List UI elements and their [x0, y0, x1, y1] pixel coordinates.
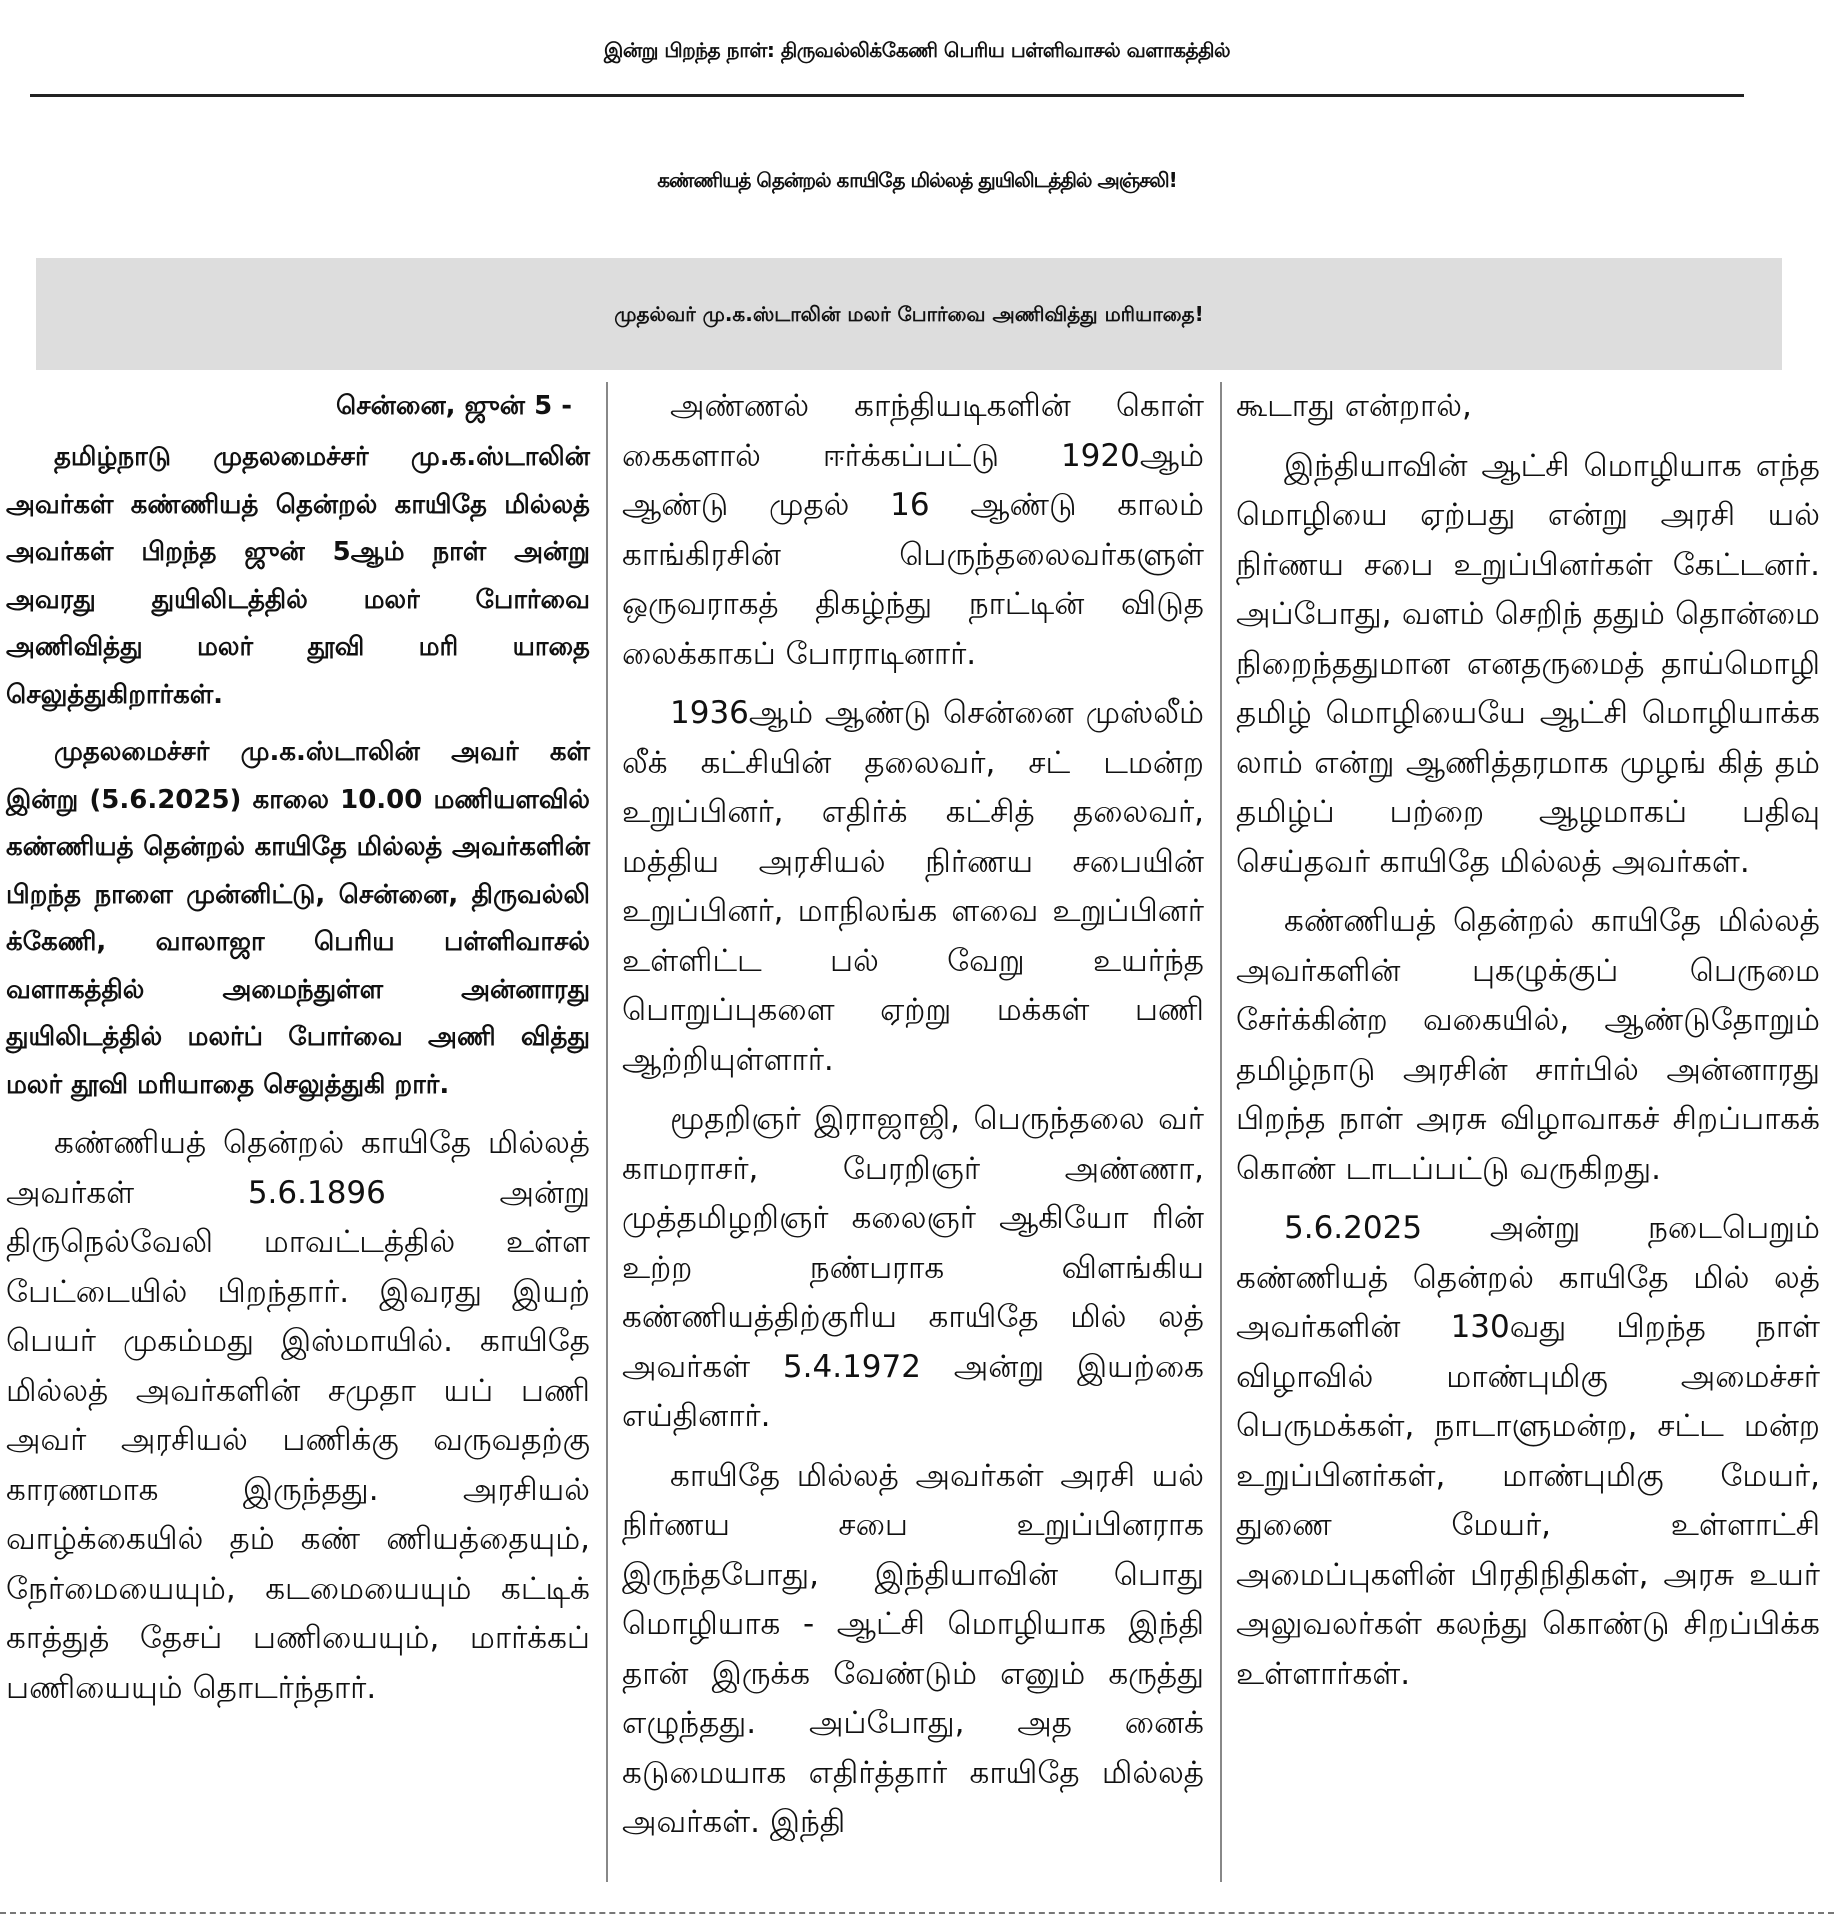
column-divider — [606, 382, 608, 1882]
body-paragraph: கண்ணியத் தென்றல் காயிதே மில்லத் அவர்கள் 5.6.1896 அன்று திருநெல்வேலி மாவட்டத்தில் உள்ள பேட்டையில் பிறந்தார். இவரது இயற் பெயர் முகம்மது இஸ்மாயில். காயிதே மில்லத் அவர்களின் சமுதா யப் பணி அவர் அரசியல் பணிக்கு வருவதற்கு காரணமாக இருந்தது. அரசியல் வாழ்க்கையில் தம் கண் ணியத்தையும், நேர்மையையும், கடமையையும் கட்டிக் காத்துத் தேசப் பணியையும், மார்க்கப் பணியையும் தொடர்ந்தார். — [6, 1125, 590, 1706]
bottom-cut-line — [0, 1912, 1834, 1914]
body-paragraph: இந்தியாவின் ஆட்சி மொழியாக எந்த மொழியை ஏற்பது என்று அரசி யல் நிர்ணய சபை உறுப்பினர்கள் கேட்டனர். அப்போது, வளம் செறிந் ததும் தொன்மை நிறைந்ததுமான எனதருமைத் தாய்மொழி தமிழ் மொழியையே ஆட்சி மொழியாக்க லாம் என்று ஆணித்தரமாக முழங் கித் தம் தமிழ்ப் பற்றை ஆழமாகப் பதிவு செய்தவர் காயிதே மில்லத் அவர்கள். — [1236, 447, 1820, 880]
dateline: சென்னை, ஜுன் 5 - — [336, 391, 572, 421]
body-paragraph: 1936ஆம் ஆண்டு சென்னை முஸ்லீம் லீக் கட்சியின் தலைவர், சட் டமன்ற உறுப்பினர், எதிர்க் கட்சித் தலைவர், மத்திய அரசியல் நிர்ணய சபையின் உறுப்பினர், மாநிலங்க ளவை உறுப்பினர் உள்ளிட்ட பல் வேறு உயர்ந்த பொறுப்புகளை ஏற்று மக்கள் பணி ஆற்றியுள்ளார். — [622, 695, 1204, 1078]
lead-paragraph-1: தமிழ்நாடு முதலமைச்சர் மு.க.ஸ்டாலின் அவர்கள் கண்ணியத் தென்றல் காயிதே மில்லத் அவர்கள் பிறந்த ஜுன் 5ஆம் நாள் அன்று அவரது துயிலிடத்தில் மலர் போர்வை அணிவித்து மலர் தூவி மரி யாதை செலுத்துகிறார்கள். — [6, 442, 590, 710]
body-paragraph: மூதறிஞர் இராஜாஜி, பெருந்தலை வர் காமராசர், பேரறிஞர் அண்ணா, முத்தமிழறிஞர் கலைஞர் ஆகியோ ரின் உற்ற நண்பராக விளங்கிய கண்ணியத்திற்குரிய காயிதே மில் லத் அவர்கள் 5.4.1972 அன்று இயற்கை எய்தினார். — [622, 1101, 1204, 1434]
article-column-2 — [622, 382, 1204, 1892]
main-headline: கண்ணியத் தென்றல் காயிதே மில்லத் துயிலிடத்தில் அஞ்சலி! — [657, 168, 1177, 192]
kicker-headline: இன்று பிறந்த நாள்: திருவல்லிக்கேணி பெரிய பள்ளிவாசல் வளாகத்தில் — [603, 38, 1231, 62]
article-column-1 — [6, 382, 590, 1892]
column-divider — [1220, 382, 1222, 1882]
body-paragraph: 5.6.2025 அன்று நடைபெறும் கண்ணியத் தென்றல் காயிதே மில் லத் அவர்களின் 130வது பிறந்த நாள் விழாவில் மாண்புமிகு அமைச்சர் பெருமக்கள், நாடாளுமன்ற, சட்ட மன்ற உறுப்பினர்கள், மாண்புமிகு மேயர், துணை மேயர், உள்ளாட்சி அமைப்புகளின் பிரதிநிதிகள், அரசு உயர் அலுவலர்கள் கலந்து கொண்டு சிறப்பிக்க உள்ளார்கள். — [1236, 1210, 1820, 1692]
body-paragraph: அண்ணல் காந்தியடிகளின் கொள் கைகளால் ஈர்க்கப்பட்டு 1920ஆம் ஆண்டு முதல் 16 ஆண்டு காலம் காங்கிரசின் பெருந்தலைவர்களுள் ஒருவராகத் திகழ்ந்து நாட்டின் விடுத லைக்காகப் போராடினார். — [622, 388, 1204, 672]
body-paragraph: காயிதே மில்லத் அவர்கள் அரசி யல் நிர்ணய சபை உறுப்பினராக இருந்தபோது, இந்தியாவின் பொது மொழியாக - ஆட்சி மொழியாக இந்தி தான் இருக்க வேண்டும் எனும் கருத்து எழுந்தது. அப்போது, அத னைக் கடுமையாக எதிர்த்தார் காயிதே மில்லத் அவர்கள். இந்தி — [622, 1457, 1204, 1840]
lead-paragraph-2: முதலமைச்சர் மு.க.ஸ்டாலின் அவர் கள் இன்று (5.6.2025) காலை 10.00 மணியளவில் கண்ணியத் தென்றல் காயிதே மில்லத் அவர்களின் பிறந்த நாளை முன்னிட்டு, சென்னை, திருவல்லி க்கேணி, வாலாஜா பெரிய பள்ளிவாசல் வளாகத்தில் அமைந்துள்ள அன்னாரது துயிலிடத்தில் மலர்ப் போர்வை அணி வித்து மலர் தூவி மரியாதை செலுத்துகி றார். — [6, 737, 590, 1100]
subhead-text: முதல்வர் மு.க.ஸ்டாலின் மலர் போர்வை அணிவித்து மரியாதை! — [614, 302, 1204, 326]
body-paragraph: கண்ணியத் தென்றல் காயிதே மில்லத் அவர்களின் புகழுக்குப் பெருமை சேர்க்கின்ற வகையில், ஆண்டுதோறும் தமிழ்நாடு அரசின் சார்பில் அன்னாரது பிறந்த நாள் அரசு விழாவாகச் சிறப்பாகக் கொண் டாடப்பட்டு வருகிறது. — [1236, 903, 1820, 1187]
header-divider — [30, 94, 1744, 97]
subhead-banner — [36, 258, 1782, 370]
body-paragraph: கூடாது என்றால், — [1236, 388, 1472, 424]
article-column-3 — [1236, 382, 1820, 1892]
